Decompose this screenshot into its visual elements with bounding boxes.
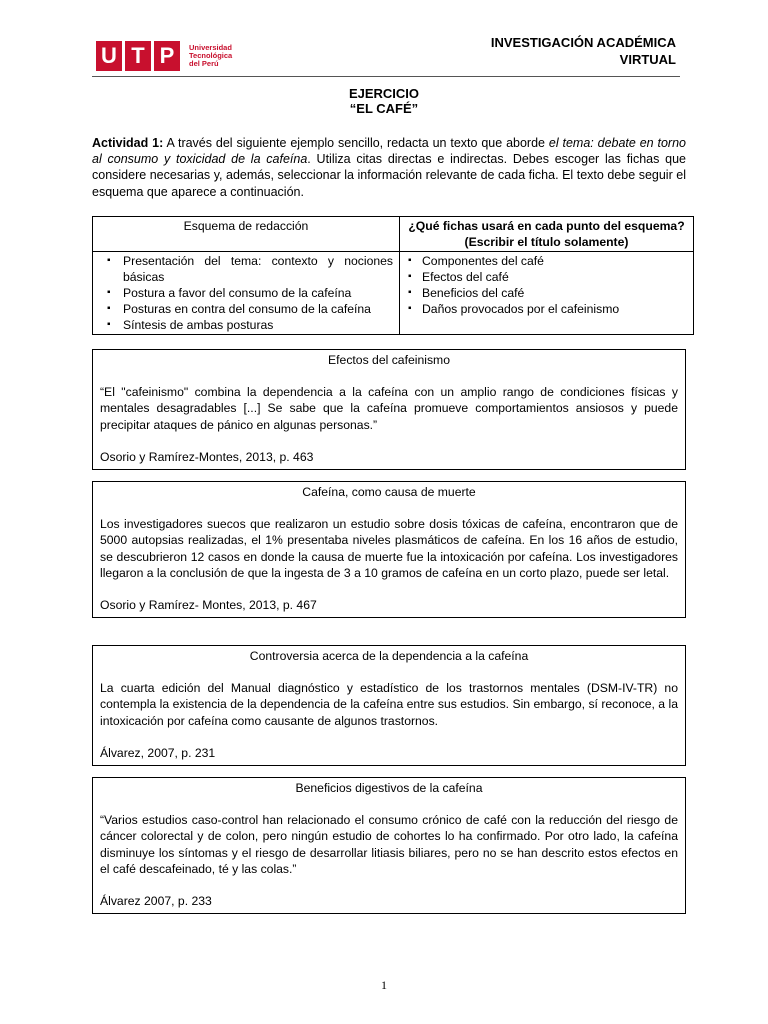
header-divider	[92, 76, 680, 77]
card-citation: Álvarez 2007, p. 233	[100, 894, 212, 909]
utp-logo	[96, 40, 232, 72]
logo-university-name: Universidad Tecnológica del Perú	[189, 43, 233, 68]
page-title: EJERCICIO “EL CAFÉ”	[348, 86, 420, 116]
list-item: ▪ Posturas en contra del consumo de la cafeína	[99, 301, 393, 317]
logo-letter-t: T	[125, 41, 151, 71]
list-item: ▪ Efectos del café	[406, 269, 687, 285]
activity-instructions: Actividad 1: A través del siguiente ejemplo sencillo, redacta un texto que aborde el tema: debate en torno al consumo y toxicidad de la cafeína. Utiliza citas directas e indirectas. Debes escoger las fichas que considere necesarias y, además, seleccionar la información relevante de cada ficha. El texto debe seguir el esquema que aparece a continuación.	[92, 136, 686, 199]
note-card-effects	[92, 349, 686, 470]
card-body: “El "cafeinismo" combina la dependencia a la cafeína con un amplio rango de condiciones físicas y mentales desagradables [...] Se sabe que la cafeína promueve comportamientos ansiosos y puede precipitar ataques de pánico en algunas personas.”	[100, 385, 678, 432]
note-card-benefits	[92, 777, 686, 914]
list-item: ▪ Daños provocados por el cafeinismo	[406, 301, 687, 317]
note-card-controversy	[92, 645, 686, 766]
card-body: Los investigadores suecos que realizaron un estudio sobre dosis tóxicas de cafeína, encontraron que de 5000 autopsias realizadas, el 1% presentaba niveles plasmáticos de cafeína. En los 16 años de estudio, se descubrieron 12 casos en donde la causa de muerte fue la intoxicación por cafeína. Los investigadores llegaron a la conclusión de que la ingesta de 3 a 10 gramos de cafeína en un corto plazo, puede ser letal.	[100, 517, 678, 580]
schema-right-cell	[400, 252, 694, 335]
activity-label: Actividad 1:	[92, 136, 164, 150]
card-title: Beneficios digestivos de la cafeína	[295, 781, 483, 795]
card-title: Cafeína, como causa de muerte	[302, 485, 476, 499]
card-citation: Álvarez, 2007, p. 231	[100, 745, 216, 760]
schema-left-cell	[93, 252, 400, 335]
card-citation: Osorio y Ramírez- Montes, 2013, p. 467	[100, 598, 317, 613]
schema-table	[92, 216, 694, 335]
schema-left-header: Esquema de redacción	[93, 217, 400, 252]
list-item: ▪ Presentación del tema: contexto y nociones básicas	[99, 253, 393, 285]
note-card-death	[92, 481, 686, 618]
list-item: ▪ Síntesis de ambas posturas	[99, 317, 393, 333]
card-citation: Osorio y Ramírez-Montes, 2013, p. 463	[100, 449, 314, 464]
logo-letter-p: P	[154, 41, 180, 71]
card-body: La cuarta edición del Manual diagnóstico y estadístico de los trastornos mentales (DSM-IV-TR) no contempla la existencia de la dependencia de la cafeína entre sus estudios. Sin embargo, sí reconoce, a la intoxicación por cafeína como causante de algunos trastornos.	[100, 681, 678, 728]
list-item: ▪ Componentes del café	[406, 253, 687, 269]
logo-letter-u: U	[96, 41, 122, 71]
list-item: ▪ Postura a favor del consumo de la cafeína	[99, 285, 393, 301]
page-number: 1	[381, 978, 387, 992]
card-title: Controversia acerca de la dependencia a la cafeína	[249, 649, 529, 663]
card-title: Efectos del cafeinismo	[328, 353, 450, 367]
card-body: “Varios estudios caso-control han relacionado el consumo crónico de café con la reducción del riesgo de cáncer colorectal y de colon, pero ningún estudio de cohortes lo ha confirmado. Por otro lado, la cafeína disminuye los síntomas y el riesgo de desarrollar litiasis biliares, pero no se han descrito estos efectos en el café descafeinado, té y las colas.”	[100, 813, 678, 876]
schema-right-header: ¿Qué fichas usará en cada punto del esquema? (Escribir el título solamente)	[400, 217, 694, 252]
header-course-title: INVESTIGACIÓN ACADÉMICA VIRTUAL	[490, 35, 676, 67]
list-item: ▪ Beneficios del café	[406, 285, 687, 301]
